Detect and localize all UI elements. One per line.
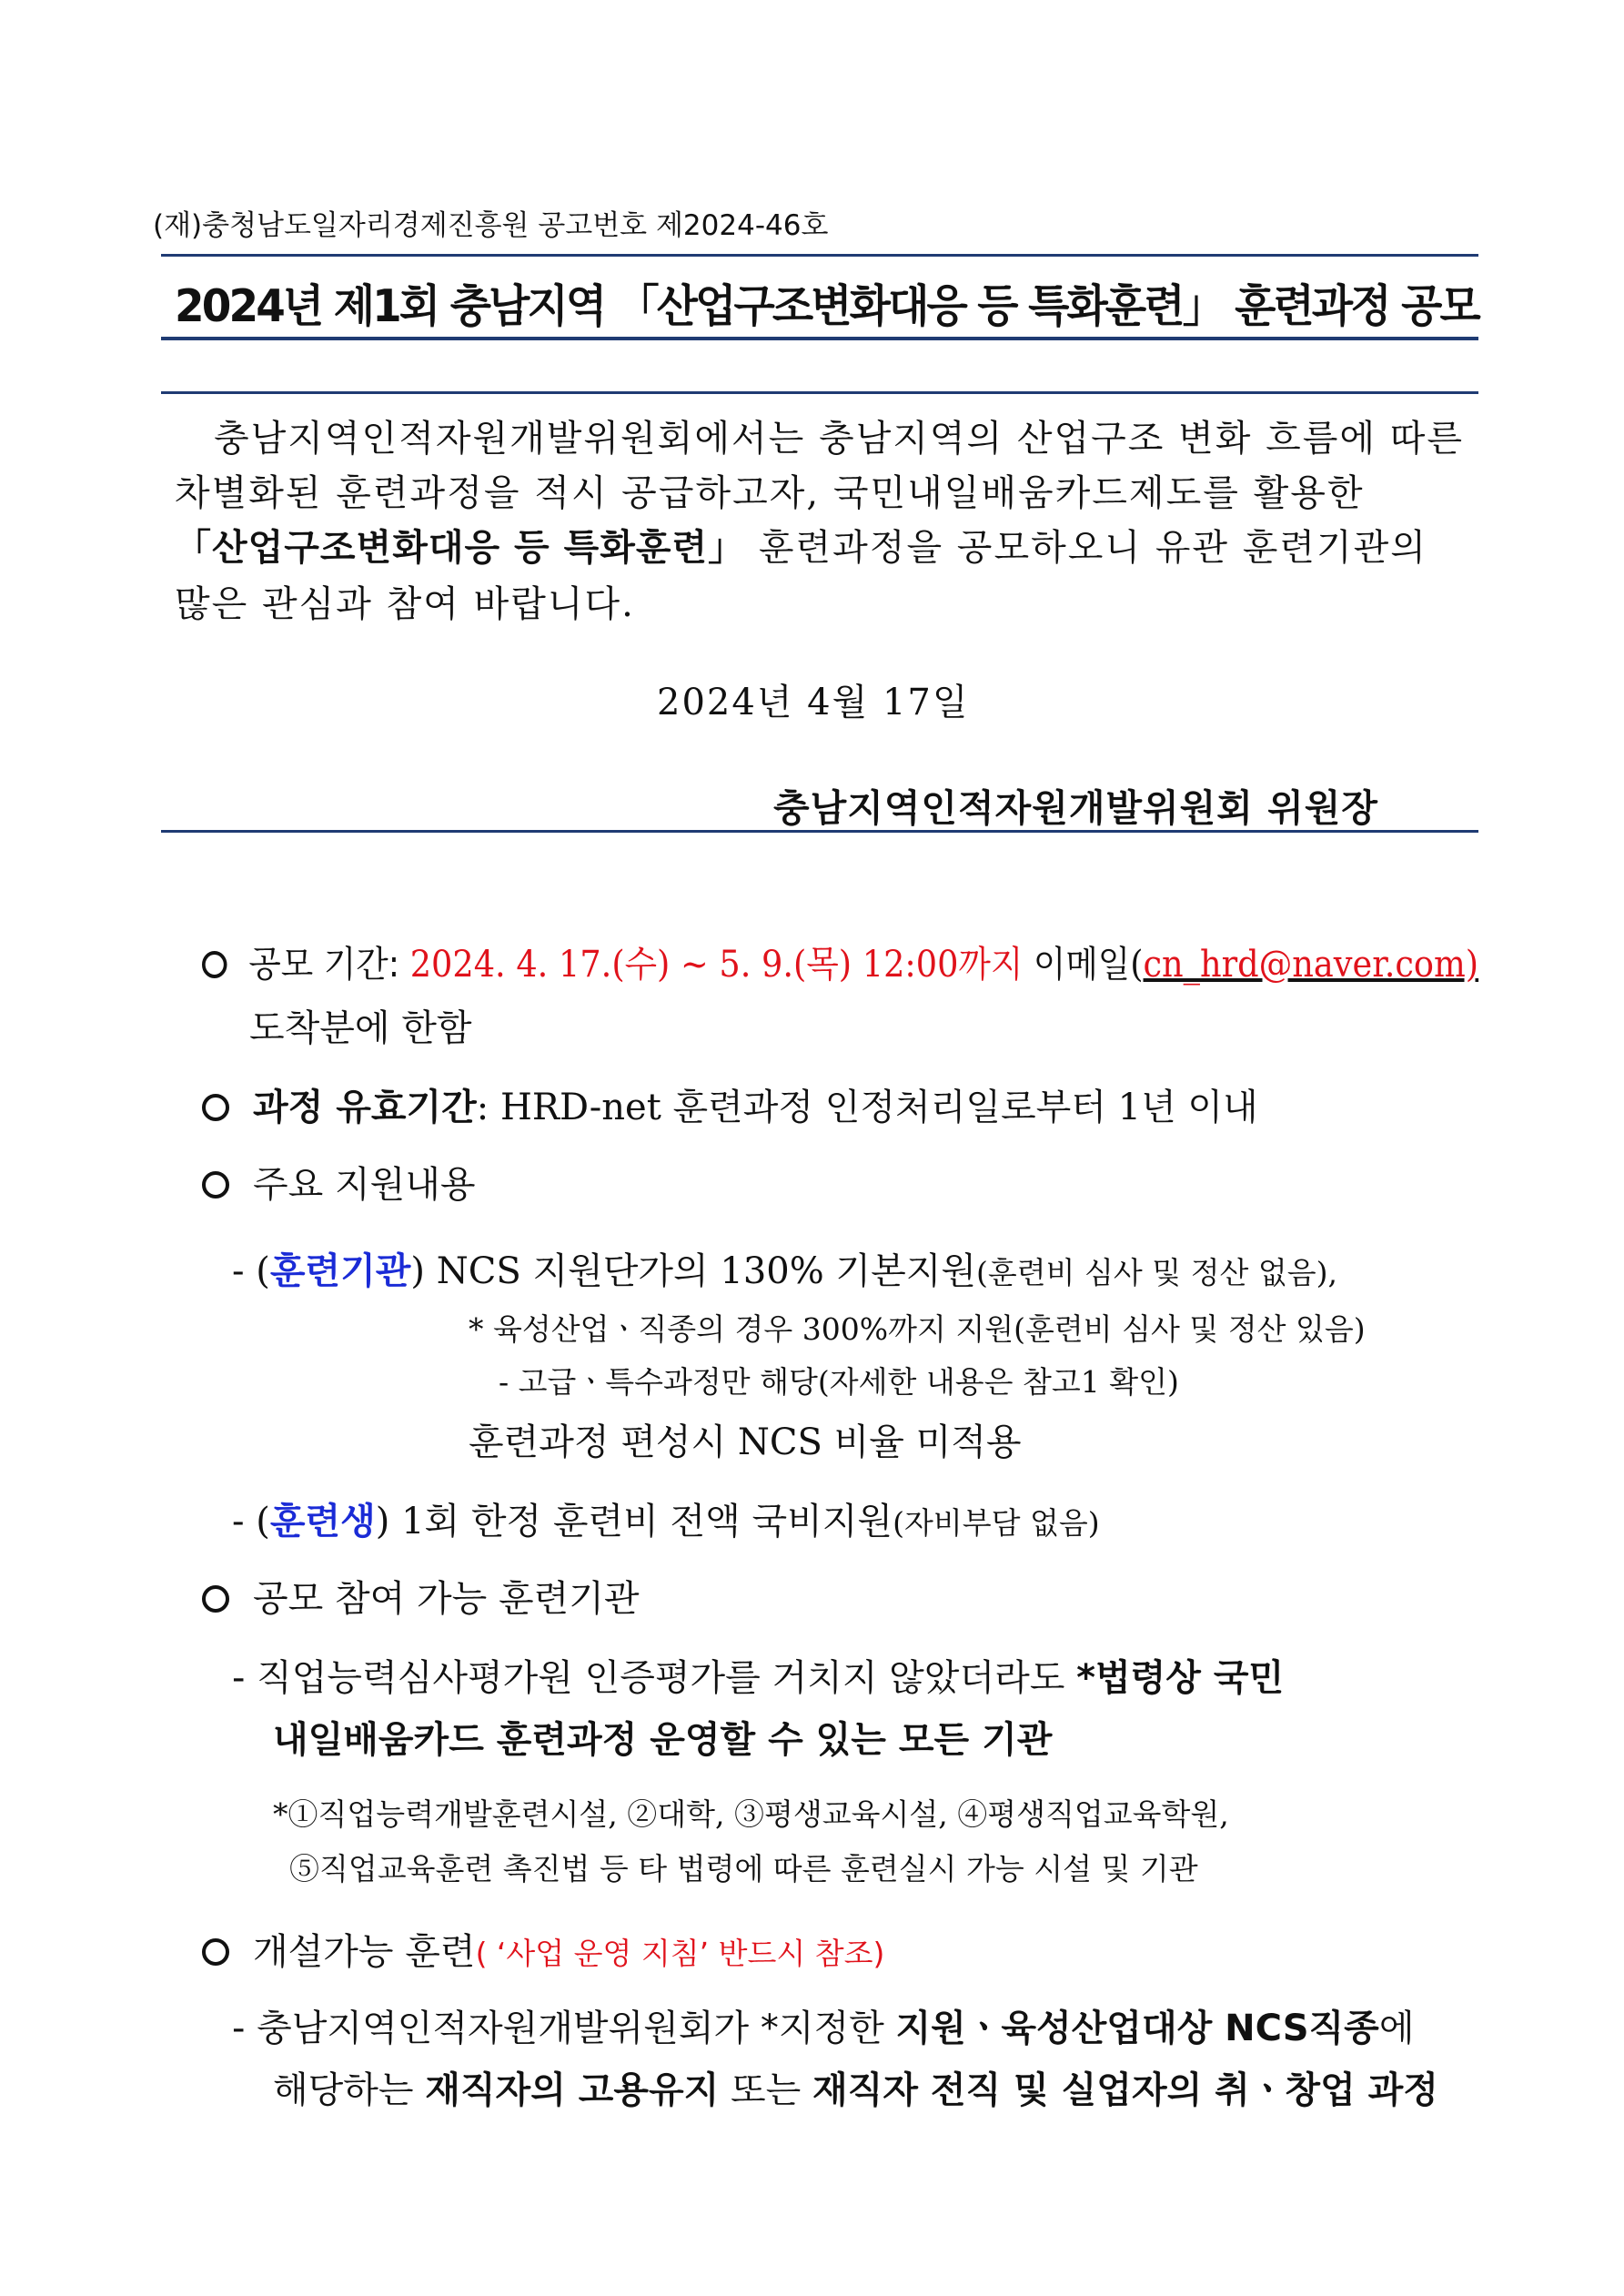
intro-line-1: 충남지역인적자원개발위원회에서는 충남지역의 산업구조 변화 흐름에 따른 xyxy=(214,418,1465,460)
eligible-heading xyxy=(202,1570,640,1622)
support-heading xyxy=(202,1156,476,1208)
courses-line-2-b: 재직자의 고용유지 xyxy=(425,2069,720,2111)
eligible-line-2: 내일배움카드 훈련과정 운영할 수 있는 모든 기관 xyxy=(273,1719,1053,1761)
circle-bullet-icon xyxy=(202,1094,229,1121)
support-label: 주요 지원내용 xyxy=(253,1164,476,1206)
intro-top-rule xyxy=(161,391,1478,394)
announcement-date: 2024년 4월 17일 xyxy=(657,682,970,723)
eligible-label: 공모 참여 가능 훈련기관 xyxy=(253,1578,640,1620)
email-link[interactable]: cn_hrd@naver.com) xyxy=(1143,944,1479,986)
eligible-line-1-plain: - 직업능력심사평가원 인증평가를 거치지 않았더라도 xyxy=(232,1657,1077,1699)
title-bottom-rule xyxy=(161,337,1478,340)
eligible-note-1: *①직업능력개발훈련시설, ②대학, ③평생교육시설, ④평생직업교육학원, xyxy=(273,1796,1229,1832)
support-trainee-row xyxy=(232,1492,1100,1544)
courses-label: 개설가능 훈련 xyxy=(253,1931,476,1973)
intro-line-2 xyxy=(175,464,1365,516)
intro-line-4: 많은 관심과 참여 바랍니다. xyxy=(175,583,635,625)
circle-bullet-icon xyxy=(202,951,227,978)
courses-line-2-d: 재직자 전직 및 실업자의 취ㆍ창업 과정 xyxy=(812,2069,1438,2111)
validity-row xyxy=(202,1078,1258,1130)
eligible-note-2: ⑤직업교육훈련 촉진법 등 타 법령에 따른 훈련실시 가능 시설 및 기관 xyxy=(289,1851,1198,1886)
eligible-line-1-bold: *법령상 국민 xyxy=(1076,1657,1285,1699)
notice-number: (재)충청남도일자리경제진흥원 공고번호 제2024-46호 xyxy=(153,209,829,242)
courses-line-1-b: 지원ㆍ육성산업대상 NCS직종 xyxy=(895,2008,1379,2049)
validity-text: : HRD-net 훈련과정 인정처리일로부터 1년 이내 xyxy=(476,1087,1258,1128)
institution-tag: 훈련기관 xyxy=(269,1250,411,1292)
institution-text: ) NCS 지원단가의 130% 기본지원 xyxy=(410,1250,976,1292)
support-institution-row xyxy=(232,1242,1337,1294)
title-top-rule xyxy=(161,254,1478,257)
trainee-text: ) 1회 한정 훈련비 전액 국비지원 xyxy=(375,1501,893,1542)
courses-line-1-a: - 충남지역인적자원개발위원회가 *지정한 xyxy=(232,2008,896,2049)
ncs-note: 훈련과정 편성시 NCS 비율 미적용 xyxy=(469,1421,1022,1463)
email-prefix: 이메일( xyxy=(1023,944,1144,986)
paren-open: - ( xyxy=(232,1250,270,1292)
period-label: 공모 기간: xyxy=(248,944,410,986)
eligible-line-1 xyxy=(232,1649,1284,1701)
circle-bullet-icon xyxy=(202,1585,229,1613)
courses-line-2-c: 또는 xyxy=(719,2069,813,2111)
page-title: 2024년 제1회 충남지역 「산업구조변화대응 등 특화훈련」 훈련과정 공모 xyxy=(175,280,1478,332)
courses-line-2-a: 해당하는 xyxy=(273,2069,426,2111)
validity-label: 과정 유효기간 xyxy=(253,1087,477,1128)
period-row xyxy=(202,936,1478,987)
period-line-2: 도착분에 한함 xyxy=(249,1007,472,1049)
courses-heading xyxy=(202,1923,884,1975)
period-dates: 2024. 4. 17.(수) ~ 5. 9.(목) 12:00까지 xyxy=(409,944,1024,986)
trainee-tag: 훈련생 xyxy=(269,1501,376,1542)
courses-label-note: ( ‘사업 운영 지침’ 반드시 참조) xyxy=(475,1936,885,1971)
signature: 충남지역인적자원개발위원회 위원장 xyxy=(773,786,1378,830)
circle-bullet-icon xyxy=(202,1171,229,1199)
program-name: 「산업구조변화대응 등 특화훈련」 xyxy=(175,527,746,569)
sub-note: - 고급ㆍ특수과정만 해당(자세한 내용은 참고1 확인) xyxy=(499,1364,1179,1400)
trainee-note: (자비부담 없음) xyxy=(893,1505,1100,1541)
courses-line-1-c: 에 xyxy=(1378,2008,1415,2049)
paren-open: - ( xyxy=(232,1501,270,1542)
intro-bottom-rule xyxy=(161,830,1478,833)
intro-line-3-rest: 훈련과정을 공모하오니 유관 훈련기관의 xyxy=(745,527,1427,569)
intro-line-2-text: 차별화된 훈련과정을 적시 공급하고자, 국민내일배움카드제도를 활용한 xyxy=(175,472,1365,514)
star-note: * 육성산업ㆍ직종의 경우 300%까지 지원(훈련비 심사 및 정산 있음) xyxy=(469,1311,1366,1347)
intro-line-3 xyxy=(175,519,1427,571)
circle-bullet-icon xyxy=(202,1938,229,1966)
courses-line-2 xyxy=(273,2061,1438,2113)
institution-note: (훈련비 심사 및 정산 없음), xyxy=(976,1255,1337,1290)
courses-line-1 xyxy=(232,1999,1414,2051)
